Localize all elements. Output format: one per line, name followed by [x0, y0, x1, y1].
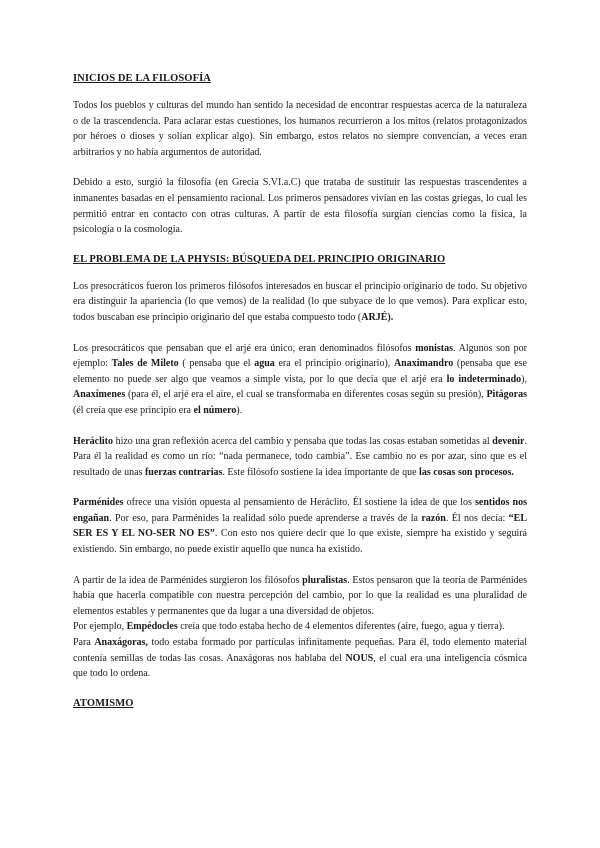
paragraph: Debido a esto, surgió la filosofía (en Grecia S.VI.a.C) que trataba de sustituir las respuestas trascendentes a inmanentes basadas en el pensamiento racional. Los primeros pensadores vivían en las costas griegas, lo cual les permitió entrar en contacto con otras culturas. A partir de esta filosofía surgían ciencias como la física, la psicología o la cosmología. — [73, 177, 527, 236]
paragraph: Todos los pueblos y culturas del mundo han sentido la necesidad de encontrar respuestas acerca de la naturaleza o de la trascendencia. Para aclarar estas cuestiones, los humanos recurrieron a los mitos (relatos protagonizados por héroes o dioses y solían explicar algo). Sin embargo, estos relatos no siempre convencían, a veces eran arbitrarios y no había argumentos de autoridad. — [73, 100, 527, 158]
paragraph: Heráclito hizo una gran reflexión acerca del cambio y pensaba que todas las cosas estaban sometidas al devenir. Para él la realidad es como un río: “nada permanece, todo cambia”. Ese cambio no es por azar, sino que es el resultado de unas fuerzas contrarias. Este filósofo sostiene la idea importante de que las cosas son procesos. — [73, 435, 527, 478]
paragraph: Los presocráticos fueron los primeros filósofos interesados en buscar el principio originario de todo. Su objetivo era distinguir la apariencia (lo que vemos) de la realidad (lo que subyace de lo que vemos). Para explicar esto, todos buscaban ese principio originario del que estaba compuesto todo (ARJÉ). — [73, 280, 527, 323]
paragraph: Parménides ofrece una visión opuesta al pensamiento de Heráclito. Él sostiene la idea de que los sentidos nos engañan. Por eso, para Parménides la realidad sólo puede aprenderse a través de la razón. Él nos decía: “EL SER ES Y EL NO-SER NO ES”. Con esto nos quiere decir que lo que existe, siempre ha existido y seguirá existiendo. Sin embargo, no puede existir aquello que nunca ha existido. — [73, 497, 527, 556]
section-title-atomismo: ATOMISMO — [73, 697, 134, 709]
section-title-inicios: INICIOS DE LA FILOSOFÍA — [73, 73, 211, 84]
paragraph: Por ejemplo, Empédocles creía que todo estaba hecho de 4 elementos diferentes (aire, fuego, agua y tierra). — [73, 621, 505, 633]
paragraph: A partir de la idea de Parménides surgieron los filósofos pluralistas. Estos pensaron que la teoría de Parménides había que hacerla compatible con nuestra percepción del cambio, por lo que la realidad es una pluralidad de elementos estables y permanentes que da lugar a una diversidad de objetos. — [73, 574, 527, 617]
section-title-physis: EL PROBLEMA DE LA PHYSIS: BÚSQUEDA DEL PRINCIPIO ORIGINARIO — [73, 253, 446, 265]
paragraph: Para Anaxágoras, todo estaba formado por partículas infinitamente pequeñas. Para él, todo elemento material contenía semillas de todas las cosas. Anaxágoras nos hablaba del NOUS, el cual era una inteligencia cósmica que todo lo ordena. — [73, 637, 527, 680]
paragraph: Los presocráticos que pensaban que el arjé era único, eran denominados filósofos monistas. Algunos son por ejemplo: Tales de Mileto ( pensaba que el agua era el principio originario), Anaximandro (pensaba que ese elemento no puede ser algo que veamos a simple vista, por lo que decía que el arjé era lo indeterminado), Anaxímenes (para él, el arjé era el aire, el cual se transformaba en diferentes cosas según su presión), Pitágoras (él creía que ese principio era el número). — [73, 342, 528, 416]
